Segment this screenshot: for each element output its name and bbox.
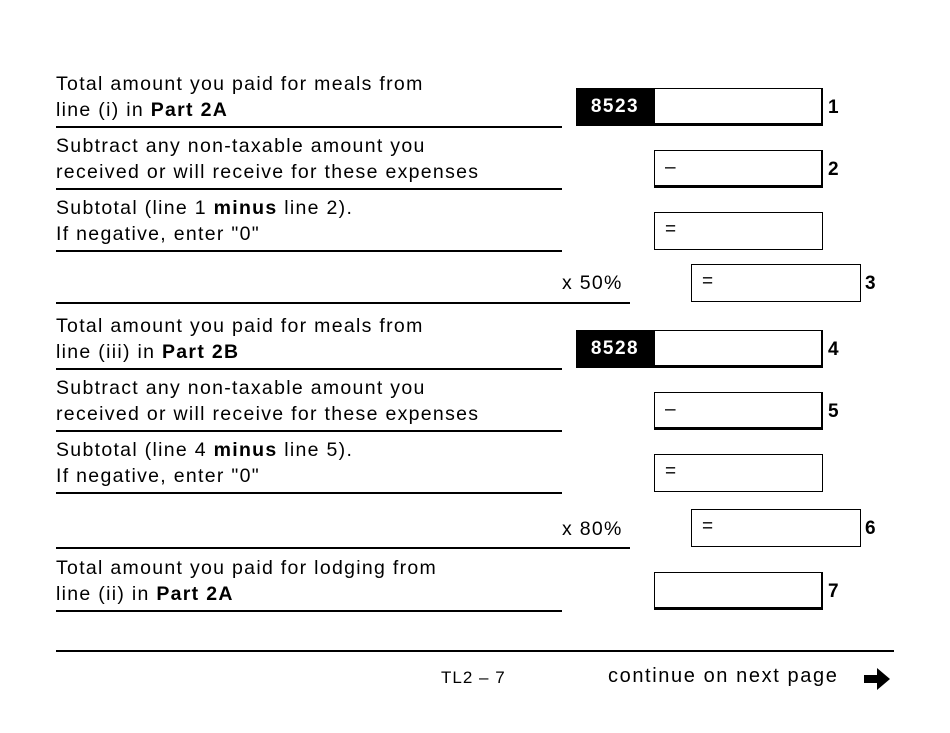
page-number: TL2 – 7	[441, 668, 506, 687]
line-5-input[interactable]	[654, 392, 823, 430]
continue-text: continue on next page	[608, 665, 839, 687]
line-6-rate: x 80%	[562, 518, 623, 540]
line-7-rule	[56, 610, 562, 612]
line-5-number: 5	[828, 401, 839, 422]
equals-symbol: =	[665, 219, 677, 240]
line-1-rule	[56, 126, 562, 128]
line-1-input[interactable]	[654, 88, 823, 126]
line-3-input[interactable]	[691, 264, 861, 302]
subtotal-1-rule	[56, 250, 562, 252]
subtotal-2-label: Subtotal (line 4 minus line 5). If negative, enter "0"	[56, 439, 354, 487]
subtotal-2-input[interactable]	[654, 454, 823, 492]
line-6-input[interactable]	[691, 509, 861, 547]
line-2-number: 2	[828, 159, 839, 180]
line-7-input[interactable]	[654, 572, 823, 610]
line-2-label: Subtract any non-taxable amount you received or will receive for these expenses	[56, 135, 480, 183]
minus-symbol: –	[665, 157, 676, 178]
line-4-rule	[56, 368, 562, 370]
subtotal-1-input[interactable]	[654, 212, 823, 250]
line-7-label: Total amount you paid for lodging from line (ii) in Part 2A	[56, 557, 438, 605]
line-4-label: Total amount you paid for meals from line (iii) in Part 2B	[56, 315, 424, 363]
line-6-rule	[56, 547, 630, 549]
subtotal-2-rule	[56, 492, 562, 494]
line-4-number: 4	[828, 339, 839, 360]
right-arrow-icon	[862, 666, 892, 692]
line-3-number: 3	[865, 273, 876, 294]
subtotal-1-label: Subtotal (line 1 minus line 2). If negative, enter "0"	[56, 197, 354, 245]
line-7-number: 7	[828, 581, 839, 602]
equals-symbol: =	[702, 516, 714, 537]
equals-symbol: =	[665, 461, 677, 482]
line-1-code: 8523	[576, 88, 654, 126]
line-1-number: 1	[828, 97, 839, 118]
line-4-code: 8528	[576, 330, 654, 368]
line-6-number: 6	[865, 518, 876, 539]
line-5-label: Subtract any non-taxable amount you received or will receive for these expenses	[56, 377, 480, 425]
line-4-input[interactable]	[654, 330, 823, 368]
line-1-label: Total amount you paid for meals from line (i) in Part 2A	[56, 73, 424, 121]
minus-symbol: –	[665, 399, 676, 420]
line-3-rate: x 50%	[562, 272, 623, 294]
line-2-rule	[56, 188, 562, 190]
footer-rule	[56, 650, 894, 652]
line-3-rule	[56, 302, 630, 304]
line-5-rule	[56, 430, 562, 432]
line-2-input[interactable]	[654, 150, 823, 188]
equals-symbol: =	[702, 271, 714, 292]
